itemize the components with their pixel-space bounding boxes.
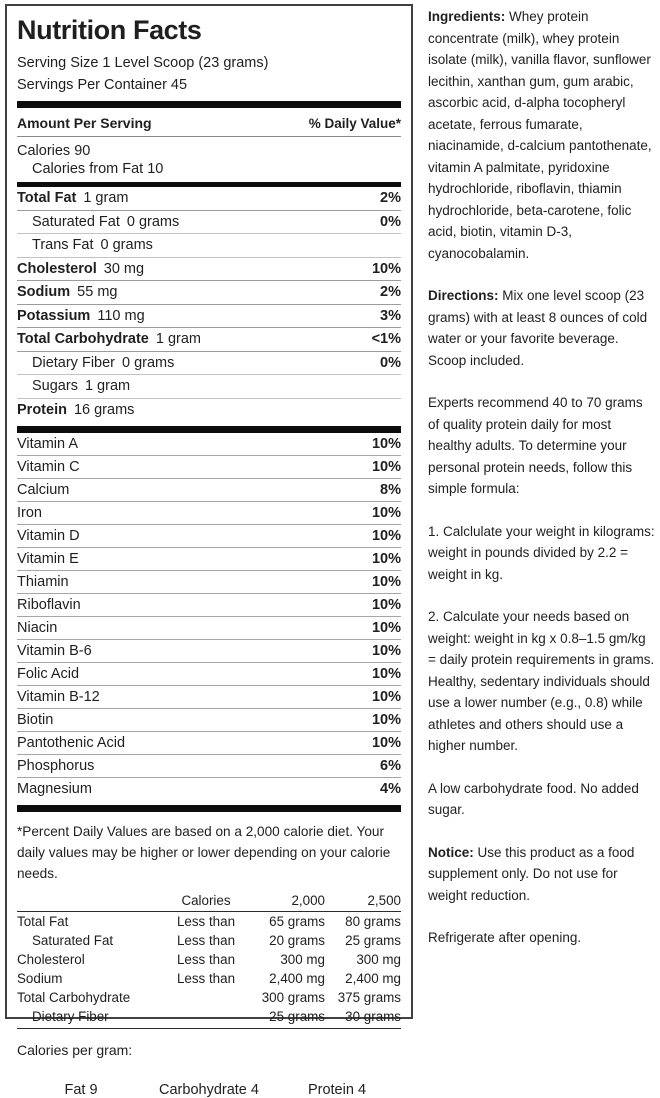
separator-bar-thick xyxy=(17,426,401,433)
nutrient-amount: 1 gram xyxy=(83,190,129,207)
info-paragraph: Directions: Mix one level scoop (23 grams) with at least 8 ounces of cold water or your favorite beverage. Scoop included. xyxy=(428,288,648,368)
dv-table-cell: 300 mg xyxy=(280,952,325,967)
calories-per-gram-item: Carbohydrate 4 xyxy=(159,1082,259,1098)
micronutrient-daily-value: 10% xyxy=(371,436,401,452)
dv-table-cell: 30 grams xyxy=(345,1009,401,1024)
micronutrient-row xyxy=(17,456,401,479)
amount-per-serving-header xyxy=(17,108,401,137)
nutrient-row xyxy=(17,187,401,211)
info-text-panel xyxy=(428,6,656,970)
nutrient-name: Sodium xyxy=(17,284,71,301)
nutrient-name-amount xyxy=(17,190,128,206)
micronutrient-row xyxy=(17,479,401,502)
dv-table-row xyxy=(17,912,401,931)
amount-per-serving-label: Amount Per Serving xyxy=(17,115,152,131)
daily-value-table-header xyxy=(17,890,401,912)
micronutrient-daily-value: 10% xyxy=(371,712,401,728)
micronutrient-row xyxy=(17,732,401,755)
nutrient-amount: 0 grams xyxy=(100,237,153,254)
info-paragraph-lead: Notice: xyxy=(428,844,474,860)
nutrient-amount: 55 mg xyxy=(77,284,118,301)
nutrient-row xyxy=(17,305,401,329)
micronutrient-daily-value: 6% xyxy=(380,758,401,774)
nutrient-amount: 30 mg xyxy=(103,260,145,277)
dv-table-cell: 300 grams xyxy=(261,990,325,1005)
info-paragraph: Experts recommend 40 to 70 grams of quality protein daily for most healthy adults. To determine your personal protein needs, follow this simple formula: xyxy=(428,395,643,496)
dv-table-header-cell: 2,000 xyxy=(291,893,325,908)
micronutrient-name: Vitamin E xyxy=(17,551,79,567)
nutrient-name-amount xyxy=(17,331,201,347)
dv-table-cell: 2,400 mg xyxy=(269,971,325,986)
micronutrient-row xyxy=(17,433,401,456)
separator-bar-thick xyxy=(17,101,401,108)
micronutrient-row xyxy=(17,709,401,732)
dv-table-row xyxy=(17,931,401,950)
dv-table-cell: 375 grams xyxy=(337,990,401,1005)
nutrient-amount: 110 mg xyxy=(97,307,145,324)
micronutrient-name: Vitamin A xyxy=(17,436,78,452)
micronutrient-daily-value: 10% xyxy=(371,597,401,613)
dv-table-cell: 300 mg xyxy=(356,952,401,967)
dv-table-cell: 2,400 mg xyxy=(345,971,401,986)
nutrient-daily-value: 0% xyxy=(380,213,401,230)
dv-table-cell: Saturated Fat xyxy=(32,933,114,948)
micronutrient-name: Magnesium xyxy=(17,781,92,797)
calories-per-gram-item: Fat 9 xyxy=(64,1082,98,1098)
micronutrient-daily-value: 10% xyxy=(371,666,401,682)
micronutrient-daily-value: 10% xyxy=(371,574,401,590)
dv-table-cell: Less than xyxy=(176,933,236,948)
nutrient-name: Total Carbohydrate xyxy=(17,331,149,348)
nutrient-daily-value: 2% xyxy=(380,190,401,207)
micronutrient-row xyxy=(17,663,401,686)
micronutrient-daily-value: 10% xyxy=(371,689,401,705)
dv-table-row xyxy=(17,1007,401,1026)
daily-value-table-body xyxy=(17,912,401,1029)
nutrient-name-amount xyxy=(17,214,179,230)
nutrient-name: Saturated Fat xyxy=(32,213,120,230)
dv-table-cell: Total Carbohydrate xyxy=(17,990,131,1005)
dv-table-row xyxy=(17,988,401,1007)
micronutrient-row xyxy=(17,525,401,548)
micronutrient-name: Riboflavin xyxy=(17,597,81,613)
nutrient-name-amount xyxy=(17,284,117,300)
separator-bar-thick xyxy=(17,805,401,812)
dv-table-cell: Less than xyxy=(176,952,236,967)
micronutrient-row xyxy=(17,617,401,640)
micronutrient-name: Vitamin B-6 xyxy=(17,643,92,659)
dv-table-header-cell: 2,500 xyxy=(367,893,401,908)
nutrient-name-amount xyxy=(17,261,144,277)
nutrient-name: Dietary Fiber xyxy=(32,354,115,371)
nutrient-name: Potassium xyxy=(17,307,91,324)
calories-from-fat-line xyxy=(17,160,401,178)
dv-table-cell: Less than xyxy=(176,914,236,929)
micronutrient-row xyxy=(17,778,401,800)
micronutrient-daily-value: 10% xyxy=(371,620,401,636)
micronutrient-rows xyxy=(17,433,401,800)
calories-per-gram-label: Calories per gram: xyxy=(17,1042,133,1058)
info-paragraph: Refrigerate after opening. xyxy=(428,930,582,945)
calories-from-fat-label: Calories from Fat xyxy=(32,161,144,177)
micronutrient-row xyxy=(17,686,401,709)
nutrient-name-amount xyxy=(17,402,134,418)
nutrient-name-amount xyxy=(17,355,174,371)
nutrient-name: Trans Fat xyxy=(32,237,94,254)
info-paragraph: Notice: Use this product as a food supplement only. Do not use for weight reduction. xyxy=(428,844,635,903)
daily-value-table xyxy=(17,890,401,1029)
micronutrient-daily-value: 10% xyxy=(371,735,401,751)
calories-line xyxy=(17,142,401,160)
dv-table-cell: Less than xyxy=(176,971,236,986)
nutrient-row xyxy=(17,234,401,258)
micronutrient-name: Thiamin xyxy=(17,574,69,590)
info-paragraph: 1. Calclulate your weight in kilograms: weight in pounds divided by 2.2 = weight in kg. xyxy=(428,523,655,582)
dv-table-cell: 65 grams xyxy=(269,914,325,929)
info-paragraph: A low carbohydrate food. No added sugar. xyxy=(428,780,639,817)
micronutrient-row xyxy=(17,548,401,571)
micronutrient-daily-value: 10% xyxy=(371,551,401,567)
nutrient-name: Cholesterol xyxy=(17,260,97,277)
calories-label: Calories xyxy=(17,143,71,159)
nutrient-name-amount xyxy=(17,237,153,253)
info-paragraph: 2. Calculate your needs based on weight: weight in kg x 0.8–1.5 gm/kg = daily protein requirements in grams. Healthy, sedentary individuals should use a lower number (e.g., 0.8) while athletes and others should use a higher number. xyxy=(428,609,655,753)
dv-table-row xyxy=(17,950,401,969)
daily-value-header-label: % Daily Value* xyxy=(308,116,401,131)
daily-value-footnote: *Percent Daily Values are based on a 2,000 calorie diet. Your daily values may be higher or lower depending on your calorie needs. xyxy=(17,824,391,881)
dv-table-cell: 25 grams xyxy=(345,933,401,948)
dv-table-cell: Total Fat xyxy=(17,914,69,929)
nutrient-daily-value: 0% xyxy=(380,354,401,371)
nutrient-daily-value: 10% xyxy=(371,260,401,277)
nutrient-row xyxy=(17,258,401,282)
servings-per-container-line: Servings Per Container 45 xyxy=(17,77,188,93)
dv-table-cell: Sodium xyxy=(17,971,63,986)
dv-table-row xyxy=(17,969,401,988)
micronutrient-row xyxy=(17,571,401,594)
micronutrient-name: Vitamin B-12 xyxy=(17,689,100,705)
nutrient-amount: 16 grams xyxy=(73,401,135,418)
micronutrient-daily-value: 10% xyxy=(371,459,401,475)
dv-table-cell: 80 grams xyxy=(345,914,401,929)
dv-table-cell: Cholesterol xyxy=(17,952,85,967)
nutrient-row xyxy=(17,375,401,399)
serving-size-line: Serving Size 1 Level Scoop (23 grams) xyxy=(17,55,269,71)
nutrient-row xyxy=(17,352,401,376)
micronutrient-daily-value: 10% xyxy=(371,643,401,659)
micronutrient-name: Folic Acid xyxy=(17,666,80,682)
dv-table-cell: Dietary Fiber xyxy=(32,1009,109,1024)
calories-per-gram-item: Protein 4 xyxy=(307,1082,367,1098)
micronutrient-row xyxy=(17,502,401,525)
nutrient-name: Total Fat xyxy=(17,190,77,207)
micronutrient-daily-value: 10% xyxy=(371,505,401,521)
calories-block xyxy=(17,137,401,182)
nutrient-daily-value: 2% xyxy=(380,284,401,301)
micronutrient-row xyxy=(17,755,401,778)
nutrient-row xyxy=(17,328,401,352)
nutrient-amount: 1 gram xyxy=(84,378,131,395)
nutrient-name: Sugars xyxy=(32,378,78,395)
nutrition-facts-panel xyxy=(5,4,413,1098)
info-paragraph-lead: Directions: xyxy=(428,288,499,303)
micronutrient-daily-value: 4% xyxy=(380,781,401,797)
nutrient-amount: 0 grams xyxy=(126,213,180,230)
micronutrient-daily-value: 8% xyxy=(380,482,401,498)
info-paragraph-lead: Ingredients: xyxy=(428,9,506,24)
nutrient-daily-value: <1% xyxy=(371,331,401,348)
nutrient-row xyxy=(17,211,401,235)
micronutrient-row xyxy=(17,594,401,617)
micronutrient-row xyxy=(17,640,401,663)
nutrient-name-amount xyxy=(17,378,130,394)
nutrient-rows xyxy=(17,187,401,421)
dv-table-cell: 20 grams xyxy=(269,933,325,948)
micronutrient-name: Calcium xyxy=(17,482,70,498)
micronutrient-name: Iron xyxy=(17,505,42,521)
micronutrient-name: Niacin xyxy=(17,620,58,636)
nutrient-row xyxy=(17,281,401,305)
nutrient-name-amount xyxy=(17,308,145,324)
dv-table-header-cell: Calories xyxy=(181,893,231,908)
micronutrient-name: Vitamin C xyxy=(17,459,80,475)
nutrient-name: Protein xyxy=(17,401,67,418)
calories-per-gram-values xyxy=(17,1082,401,1098)
micronutrient-name: Phosphorus xyxy=(17,758,95,774)
nutrient-amount: 0 grams xyxy=(122,354,175,371)
dv-table-cell: 25 grams xyxy=(269,1009,325,1024)
micronutrient-name: Vitamin D xyxy=(17,528,80,544)
nutrient-amount: 1 gram xyxy=(155,331,201,348)
micronutrient-name: Pantothenic Acid xyxy=(17,735,126,751)
micronutrient-daily-value: 10% xyxy=(371,528,401,544)
calories-from-fat-value: 10 xyxy=(147,161,164,177)
calories-value: 90 xyxy=(74,143,91,159)
nutrient-row xyxy=(17,399,401,422)
micronutrient-name: Biotin xyxy=(17,712,54,728)
nutrition-facts-title: Nutrition Facts xyxy=(17,15,202,45)
info-paragraph: Ingredients: Whey protein concentrate (milk), whey protein isolate (milk), vanilla flavor, sunflower lecithin, xanthan gum, gum arabic, ascorbic acid, d-alpha tocopheryl acetate, ferrous fumarate, niacinamide, d-calcium pantothenate, vitamin A palmitate, pyridoxine hydrochloride, riboflavin, thiamin hydrochloride, beta-carotene, folic acid, biotin, vitamin D-3, cyanocobalamin. xyxy=(428,9,652,261)
nutrient-daily-value: 3% xyxy=(380,307,401,324)
